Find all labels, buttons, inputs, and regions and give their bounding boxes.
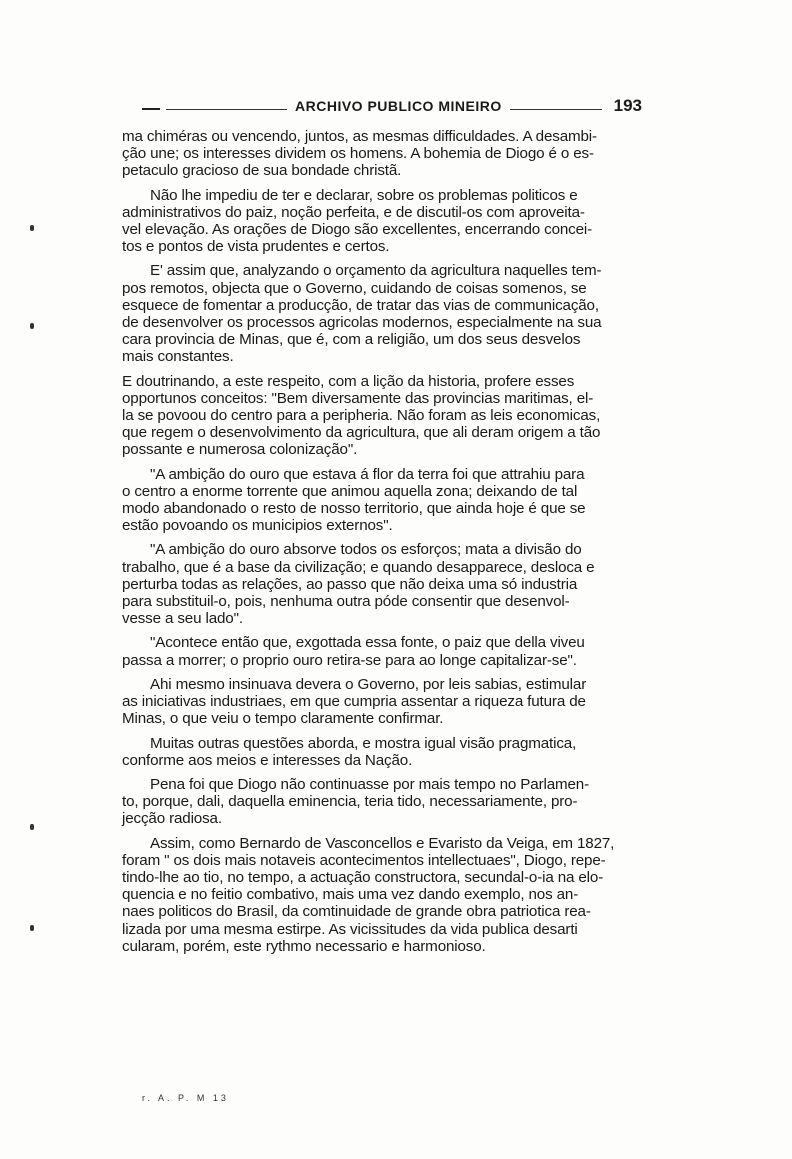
- printer-signature: r. A. P. M 13: [142, 1093, 229, 1103]
- text-line: jecção radiosa.: [122, 810, 222, 828]
- text-line: vel elevação. As orações de Diogo são excellentes, encerrando concei-: [122, 221, 593, 239]
- paragraph: [122, 634, 648, 668]
- text-line: possante e numerosa colonização".: [122, 441, 358, 459]
- paragraph: [122, 676, 648, 728]
- text-line: de desenvolver os processos agricolas modernos, especialmente na sua: [122, 314, 602, 332]
- text-line: la se povoou do centro para a peripheria. Não foram as leis economicas,: [122, 407, 601, 425]
- text-line: Muitas outras questões aborda, e mostra igual visão pragmatica,: [150, 734, 577, 752]
- text-line: mais constantes.: [122, 348, 234, 366]
- text-line: tindo-lhe ao tio, no tempo, a actuação constructora, secundal-o-ia na elo-: [122, 868, 604, 886]
- text-line: estão povoando os municipios externos".: [122, 517, 393, 535]
- page-number: 193: [613, 96, 642, 115]
- text-line: naes politicos do Brasil, da comtinuidade de grande obra patriotica rea-: [122, 903, 591, 921]
- margin-mark: [30, 925, 34, 931]
- text-line: passa a morrer; o proprio ouro retira-se para ao longe capitalizar-se".: [122, 651, 577, 669]
- paragraph: [122, 541, 648, 627]
- text-line: administrativos do paiz, noção perfeita, e de discutil-os com aproveita-: [122, 203, 585, 221]
- text-line: Pena foi que Diogo não continuasse por mais tempo no Parlamen-: [150, 775, 589, 793]
- margin-mark: [30, 824, 34, 830]
- paragraph: [122, 735, 648, 769]
- text-line: perturba todas as relações, ao passo que não deixa uma só industria: [122, 575, 578, 593]
- text-line: ção une; os interesses dividem os homens. A bohemia de Diogo é o es-: [122, 145, 594, 163]
- header-dash: [142, 108, 160, 110]
- header-title: ARCHIVO PUBLICO MINEIRO: [287, 98, 510, 114]
- text-line: ma chiméras ou vencendo, juntos, as mesmas difficuldades. A desambi-: [122, 128, 597, 145]
- paragraph: [122, 262, 648, 365]
- text-line: as iniciativas industriaes, em que cumpria assentar a riqueza futura de: [122, 693, 586, 711]
- text-line: opportunos conceitos: "Bem diversamente das provincias maritimas, el-: [122, 389, 594, 407]
- running-header: [132, 96, 662, 120]
- paragraph: [122, 835, 648, 955]
- text-line: to, porque, dali, daquella eminencia, teria tido, necessariamente, pro-: [122, 793, 578, 811]
- text-line: pos remotos, objecta que o Governo, cuidando de coisas somenos, se: [122, 279, 587, 297]
- text-line: "Acontece então que, exgottada essa fonte, o paiz que della viveu: [150, 634, 585, 652]
- text-line: que regem o desenvolvimento da agricultura, que ali deram origem a tão: [122, 424, 601, 442]
- paragraph: [122, 187, 648, 256]
- text-line: Não lhe impediu de ter e declarar, sobre os problemas politicos e: [150, 186, 578, 204]
- text-line: Assim, como Bernardo de Vasconcellos e Evaristo da Veiga, em 1827,: [150, 834, 615, 852]
- text-line: "A ambição do ouro que estava á flor da terra foi que attrahiu para: [150, 465, 585, 483]
- paragraph: [122, 776, 648, 828]
- text-line: para substituil-o, pois, nenhuma outra póde consentir que desenvol-: [122, 593, 570, 611]
- paragraph: [122, 373, 648, 459]
- text-line: cularam, porém, este rythmo necessario e harmonioso.: [122, 937, 486, 955]
- text-line: tos e pontos de vista prudentes e certos.: [122, 238, 390, 256]
- paragraph: [122, 128, 648, 180]
- text-line: E' assim que, analyzando o orçamento da agricultura naquelles tem-: [150, 262, 602, 280]
- text-line: trabalho, que é a base da civilização; e quando desapparece, desloca e: [122, 558, 595, 576]
- text-line: esquece de fomentar a producção, de tratar das vias de communicação,: [122, 296, 599, 314]
- text-line: Minas, o que veiu o tempo claramente confirmar.: [122, 710, 444, 728]
- text-line: vesse a seu lado".: [122, 610, 243, 628]
- text-line: modo abandonado o resto de nosso territorio, que ainda hoje é que se: [122, 500, 586, 518]
- text-line: o centro a enorme torrente que animou aquella zona; deixando de tal: [122, 482, 578, 500]
- body-text: [122, 128, 648, 962]
- paragraph: [122, 466, 648, 535]
- margin-mark: [30, 225, 34, 231]
- text-line: petaculo gracioso de sua bondade christã.: [122, 162, 402, 180]
- text-line: Ahi mesmo insinuava devera o Governo, por leis sabias, estimular: [150, 675, 587, 693]
- text-line: lizada por uma mesma estirpe. As vicissitudes da vida publica desarti: [122, 920, 578, 938]
- text-line: quencia e no feitio combativo, mais uma vez dando exemplo, nos an-: [122, 886, 579, 904]
- text-line: E doutrinando, a este respeito, com a lição da historia, profere esses: [122, 372, 575, 390]
- text-line: foram " os dois mais notaveis acontecimentos intellectuaes", Diogo, repe-: [122, 851, 606, 869]
- text-line: conforme aos meios e interesses da Nação.: [122, 751, 413, 769]
- margin-mark: [30, 323, 34, 329]
- text-line: "A ambição do ouro absorve todos os esforços; mata a divisão do: [150, 541, 582, 559]
- text-line: cara provincia de Minas, que é, com a religião, um dos seus desvelos: [122, 331, 581, 349]
